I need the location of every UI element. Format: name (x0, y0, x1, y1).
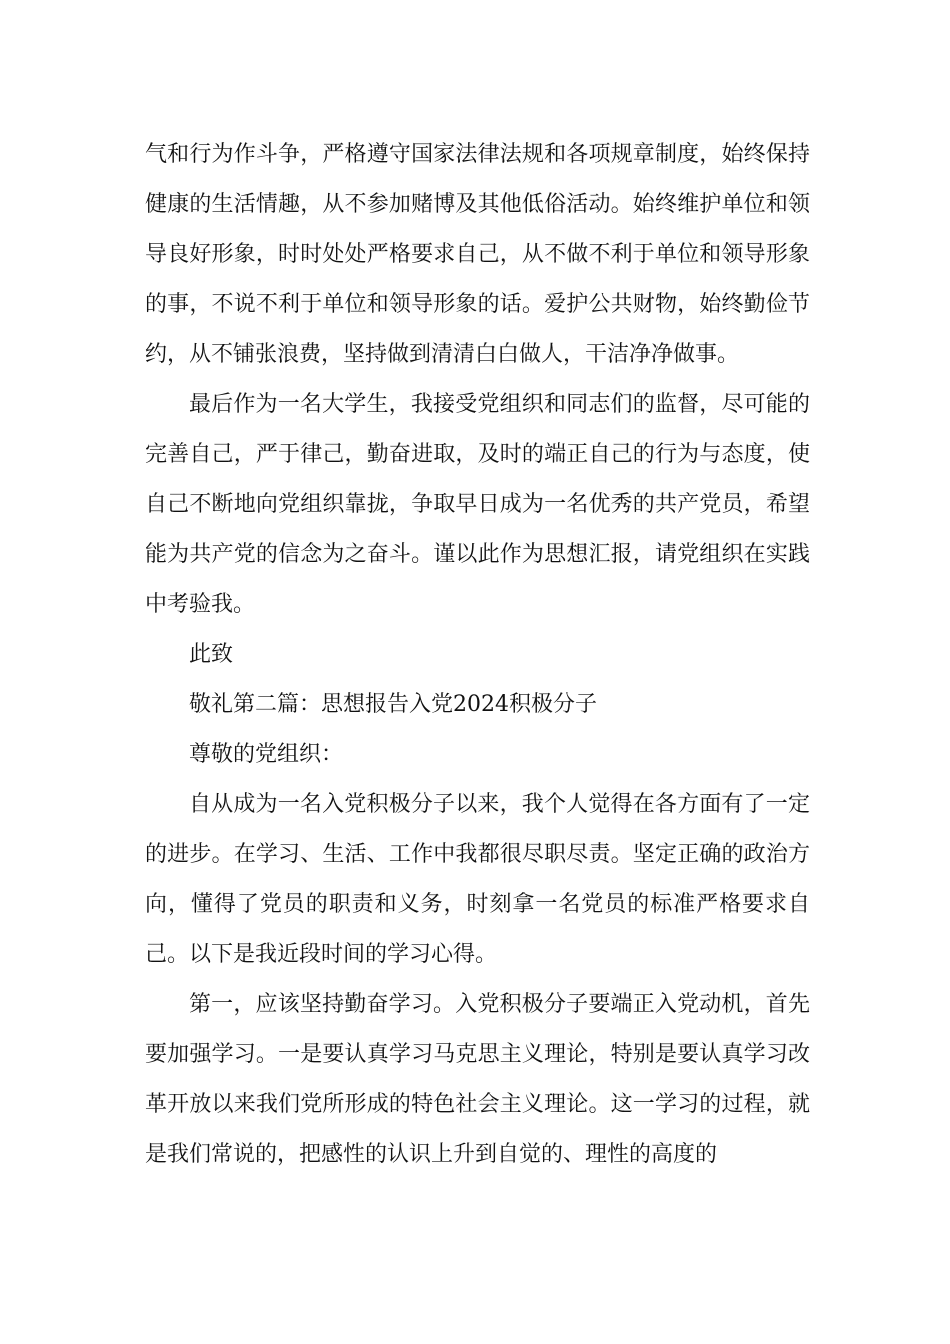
paragraph-introduction: 自从成为一名入党积极分子以来，我个人觉得在各方面有了一定的进步。在学习、生活、工作中我都很尽职尽责。坚定正确的政治方向，懂得了党员的职责和义务，时刻拿一名党员的标准严格要求自己。以下是我近段时间的学习心得。 (145, 792, 810, 967)
paragraph-conclusion: 最后作为一名大学生，我接受党组织和同志们的监督，尽可能的完善自己，严于律己，勤奋进取，及时的端正自己的行为与态度，使自己不断地向党组织靠拢，争取早日成为一名优秀的共产党员，希望能为共产党的信念为之奋斗。谨以此作为思想汇报，请党组织在实践中考验我。 (145, 392, 810, 617)
paragraph-salute-and-title: 敬礼第二篇：思想报告入党2024积极分子 (189, 692, 597, 717)
paragraph-closing: 此致 (189, 642, 234, 667)
paragraph-integrity: 气和行为作斗争，严格遵守国家法律法规和各项规章制度，始终保持健康的生活情趣，从不参加赌博及其他低俗活动。始终维护单位和领导良好形象，时时处处严格要求自己，从不做不利于单位和领导形象的事，不说不利于单位和领导形象的话。爱护公共财物，始终勤俭节约，从不铺张浪费，坚持做到清清白白做人，干洁净净做事。 (145, 142, 810, 367)
paragraph-salutation: 尊敬的党组织： (189, 742, 344, 767)
paragraph-first-point: 第一，应该坚持勤奋学习。入党积极分子要端正入党动机，首先要加强学习。一是要认真学习马克思主义理论，特别是要认真学习改革开放以来我们党所形成的特色社会主义理论。这一学习的过程，就是我们常说的，把感性的认识上升到自觉的、理性的高度的 (145, 992, 810, 1167)
document-body (145, 130, 810, 1180)
